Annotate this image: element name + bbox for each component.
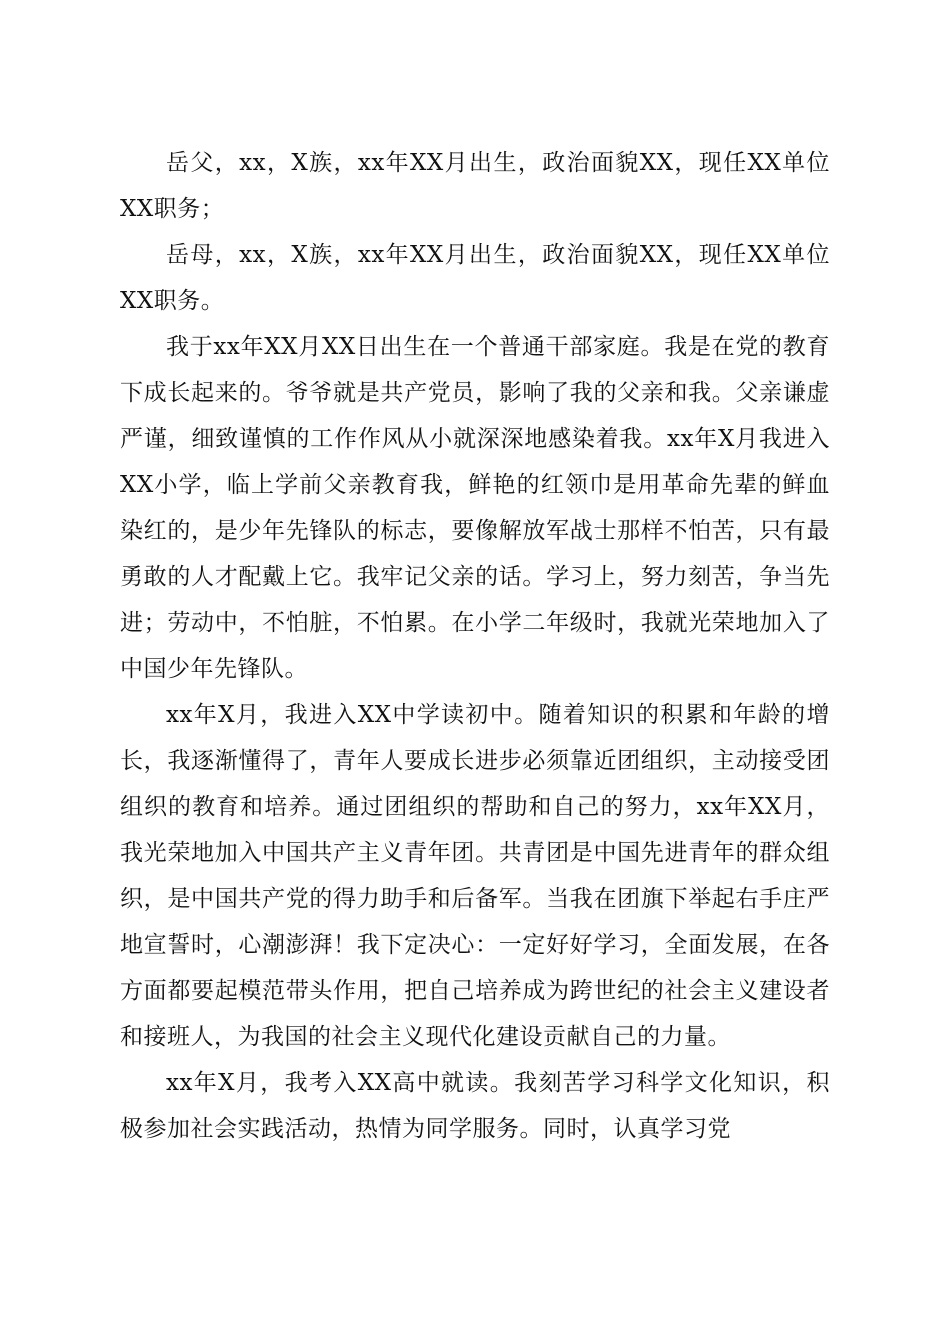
document-body	[120, 140, 830, 1152]
paragraph-high-school: xx年X月，我考入XX高中就读。我刻苦学习科学文化知识，积极参加社会实践活动，热情为同学服务。同时，认真学习党	[120, 1070, 830, 1142]
paragraph-childhood: 我于xx年XX月XX日出生在一个普通干部家庭。我是在党的教育下成长起来的。爷爷就是共产党员，影响了我的父亲和我。父亲谦虚严谨，细致谨慎的工作作风从小就深深地感染着我。xx年X月我进入XX小学，临上学前父亲教育我，鲜艳的红领巾是用革命先辈的鲜血染红的，是少年先锋队的标志，要像解放军战士那样不怕苦，只有最勇敢的人才配戴上它。我牢记父亲的话。学习上，努力刻苦，争当先进；劳动中，不怕脏，不怕累。在小学二年级时，我就光荣地加入了中国少年先锋队。	[120, 334, 830, 682]
paragraph-middle-school: xx年X月，我进入XX中学读初中。随着知识的积累和年龄的增长，我逐渐懂得了，青年人要成长进步必须靠近团组织，主动接受团组织的教育和培养。通过团组织的帮助和自己的努力，xx年XX月，我光荣地加入中国共产主义青年团。共青团是中国先进青年的群众组织，是中国共产党的得力助手和后备军。当我在团旗下举起右手庄严地宣誓时，心潮澎湃！我下定决心：一定好好学习，全面发展，在各方面都要起模范带头作用，把自己培养成为跨世纪的社会主义建设者和接班人，为我国的社会主义现代化建设贡献自己的力量。	[120, 702, 830, 1050]
paragraph-father-in-law: 岳父，xx，X族，xx年XX月出生，政治面貌XX，现任XX单位XX职务；	[120, 150, 830, 222]
paragraph-mother-in-law: 岳母，xx，X族，xx年XX月出生，政治面貌XX，现任XX单位XX职务。	[120, 242, 830, 314]
